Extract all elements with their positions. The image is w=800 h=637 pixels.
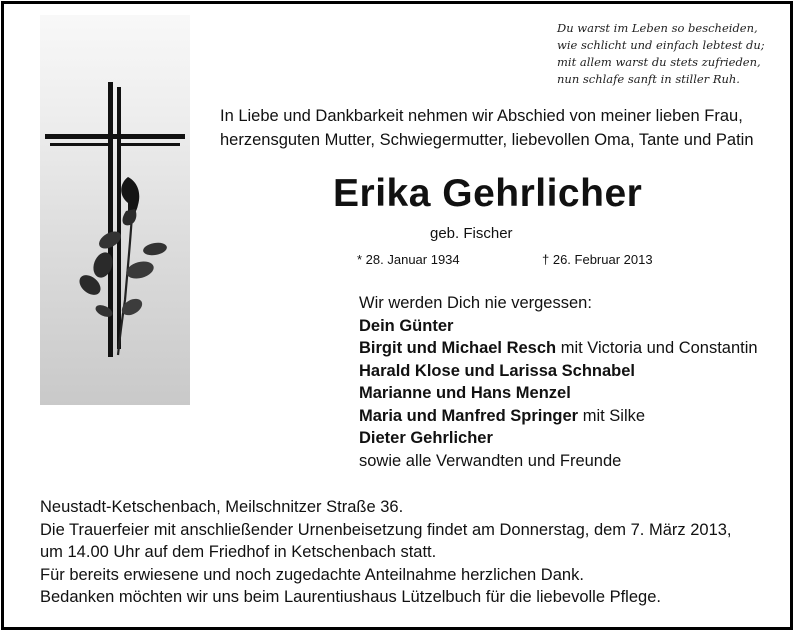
footer-info xyxy=(40,496,780,609)
poem xyxy=(557,20,787,88)
mourner-row xyxy=(359,427,758,450)
mourner-name: Dein Günter xyxy=(359,316,454,335)
cross-rose-illustration xyxy=(40,15,190,405)
mourners-closing: sowie alle Verwandten und Freunde xyxy=(359,451,622,470)
mourner-name: Birgit und Michael Resch xyxy=(359,339,557,357)
poem-line: wie schlicht und einfach lebtest du; xyxy=(557,38,765,52)
address: Neustadt-Ketschenbach, Meilschnitzer Straße 36. xyxy=(40,498,404,516)
mourner-extra: mit Silke xyxy=(578,406,646,425)
service-info-line-1: Die Trauerfeier mit anschließender Urnenbeisetzung findet am Donnerstag, dem 7. März 2013, xyxy=(40,520,732,539)
farewell-intro xyxy=(220,104,780,152)
cross-rose-panel xyxy=(40,15,190,405)
poem-line: mit allem warst du stets zufrieden, xyxy=(557,55,761,69)
thanks-line: Für bereits erwiesene und noch zugedachte Anteilnahme herzlichen Dank. xyxy=(40,565,584,584)
mourner-row xyxy=(359,360,758,383)
service-info-line-2: um 14.00 Uhr auf dem Friedhof in Ketschenbach statt. xyxy=(40,543,437,561)
mourner-row xyxy=(359,405,758,428)
maiden-name: geb. Fischer xyxy=(430,225,513,242)
poem-line: Du warst im Leben so bescheiden, xyxy=(557,21,758,35)
death-date: † 26. Februar 2013 xyxy=(542,252,653,267)
birth-date: * 28. Januar 1934 xyxy=(357,252,460,267)
mourner-row xyxy=(359,315,758,338)
mourners-list xyxy=(359,292,758,472)
intro-line-2: herzensguten Mutter, Schwiegermutter, liebevollen Oma, Tante und Patin xyxy=(220,131,754,149)
rose-icon xyxy=(76,177,168,355)
mourner-name: Marianne und Hans Menzel xyxy=(359,384,571,402)
deceased-name: Erika Gehrlicher xyxy=(333,172,643,215)
mourner-extra: mit Victoria und Constantin xyxy=(556,339,758,357)
poem-line: nun schlafe sanft in stiller Ruh. xyxy=(557,72,740,86)
care-thanks-line: Bedanken möchten wir uns beim Laurentiushaus Lützelbuch für die liebevolle Pflege. xyxy=(40,588,661,606)
intro-line-1: In Liebe und Dankbarkeit nehmen wir Abschied von meiner lieben Frau, xyxy=(220,107,743,125)
cross-icon xyxy=(45,82,185,357)
mourner-name: Dieter Gehrlicher xyxy=(359,429,493,447)
mourner-row xyxy=(359,337,758,360)
mourner-name: Harald Klose und Larissa Schnabel xyxy=(359,361,636,380)
mourner-row xyxy=(359,382,758,405)
mourner-name: Maria und Manfred Springer xyxy=(359,406,579,425)
mourners-intro: Wir werden Dich nie vergessen: xyxy=(359,294,592,312)
